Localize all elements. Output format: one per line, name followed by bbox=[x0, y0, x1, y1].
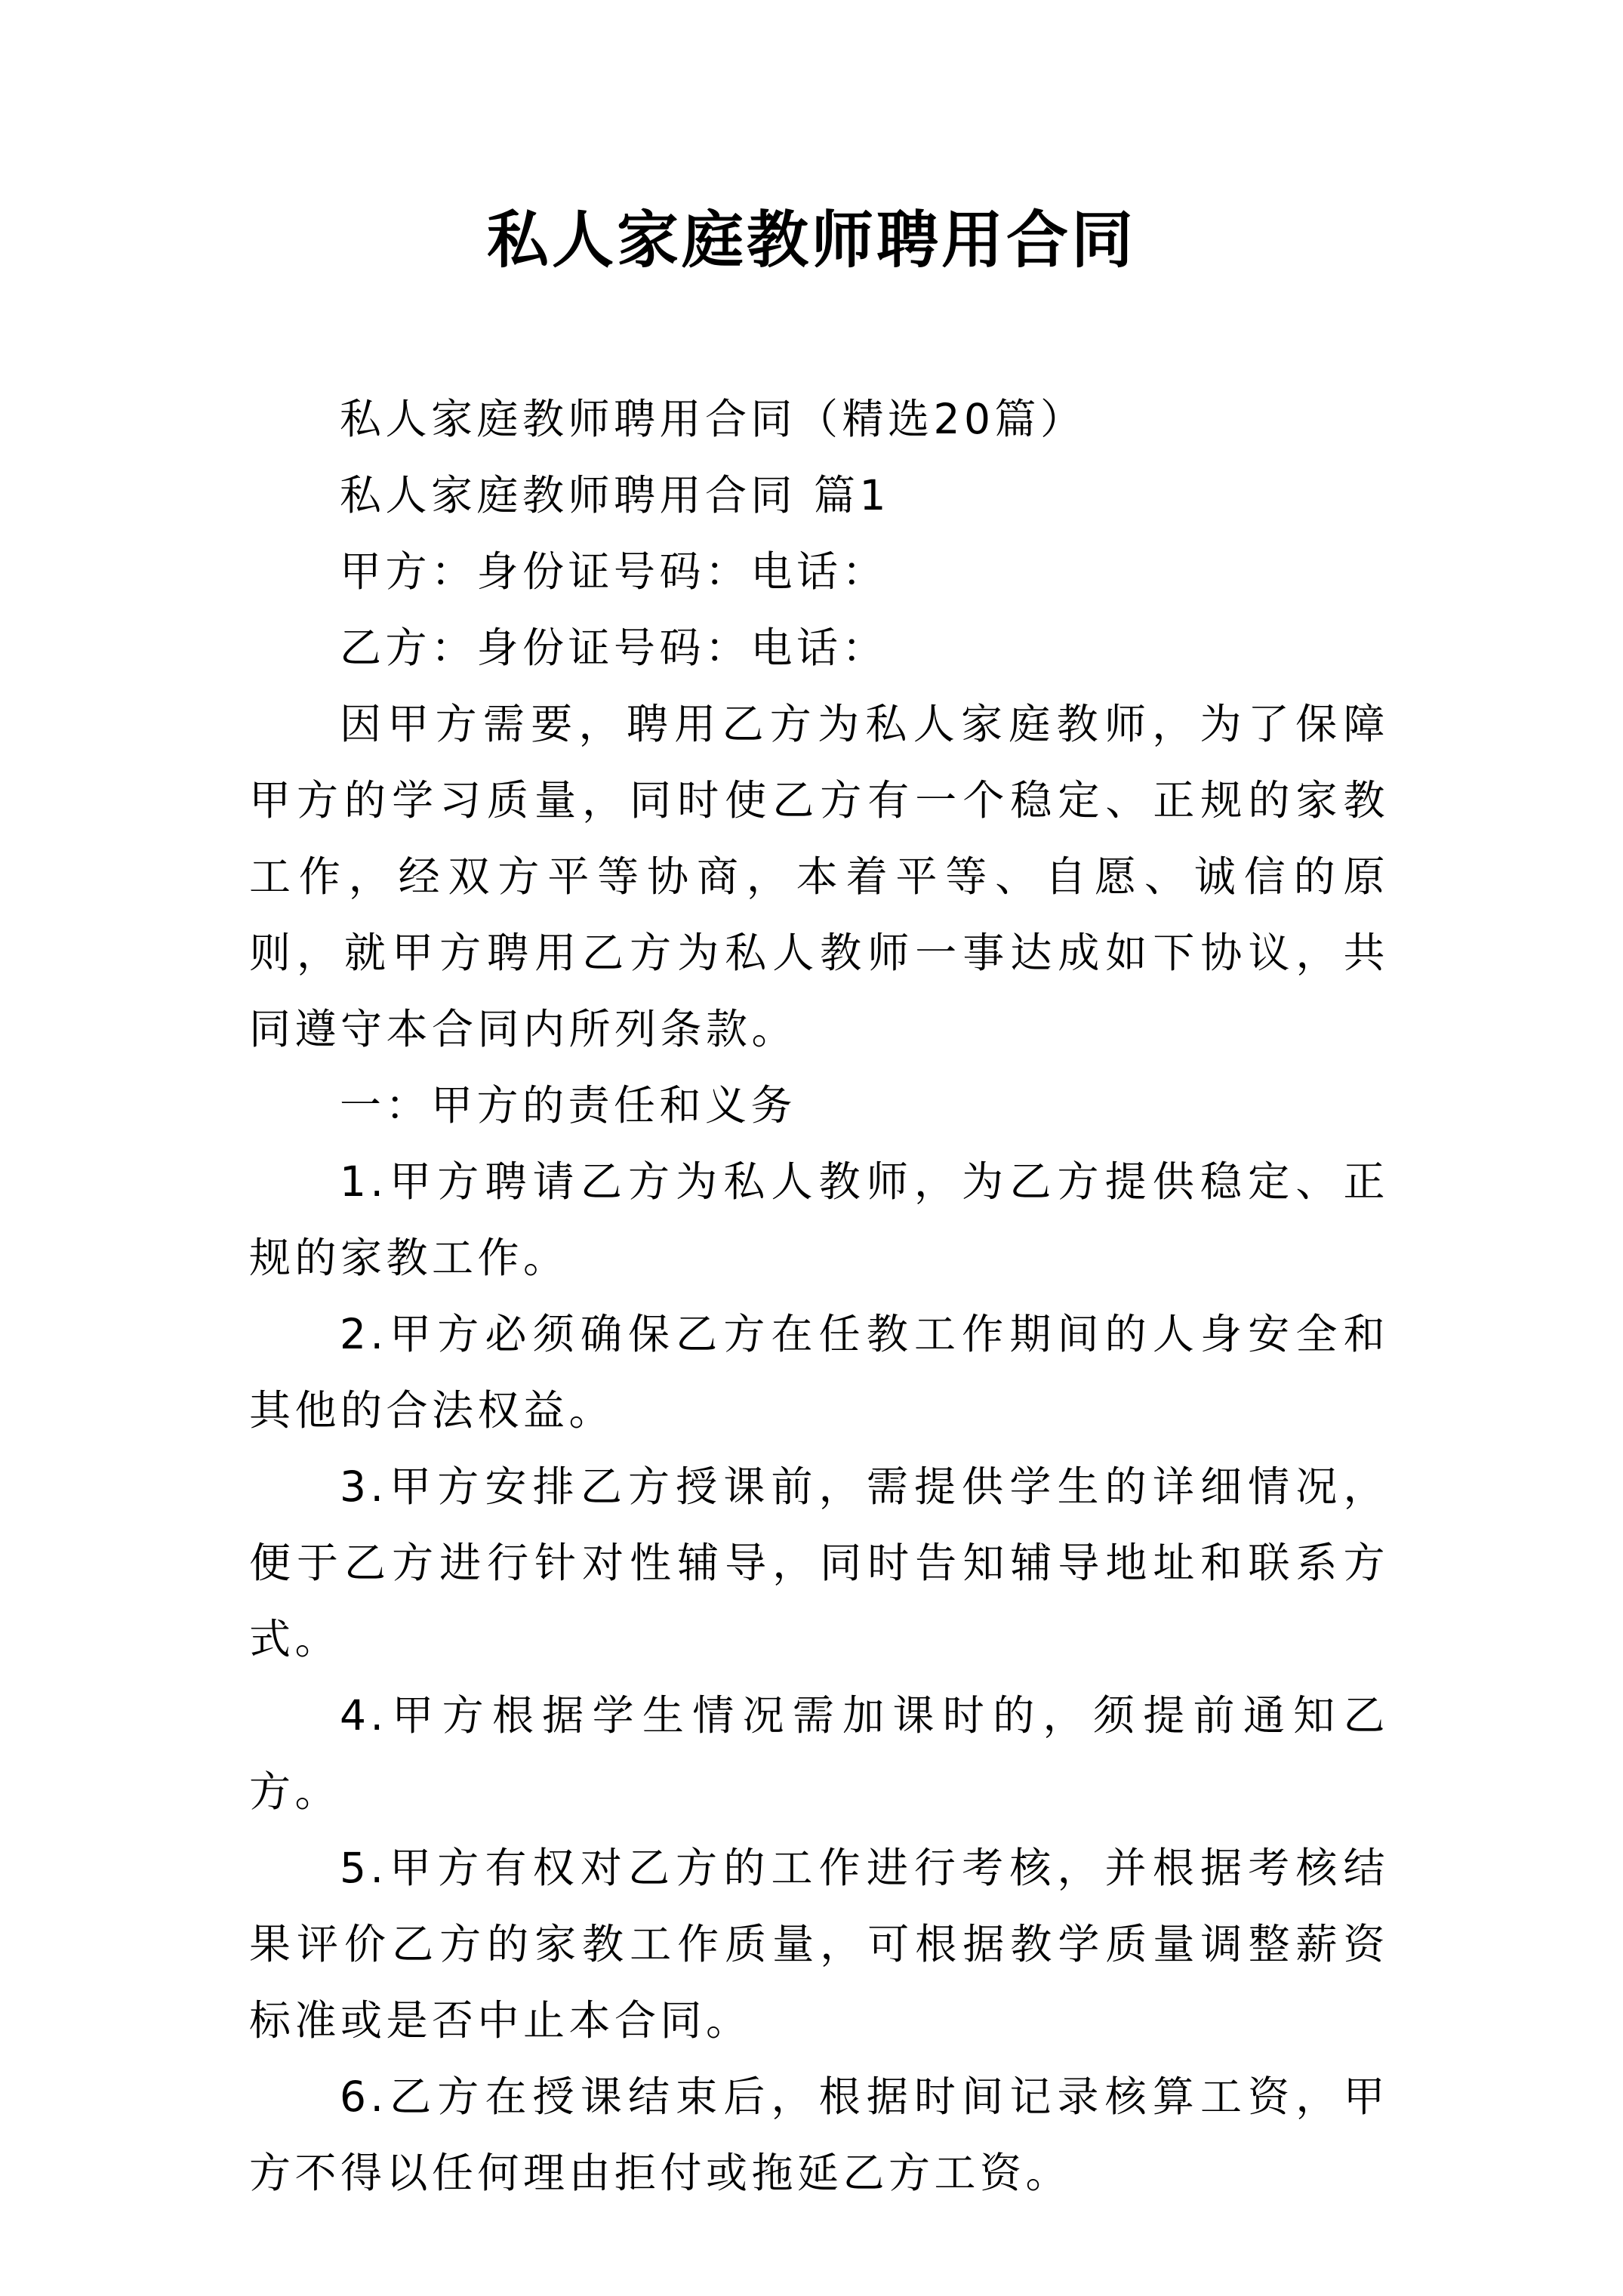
paragraph-clause-1: 1.甲方聘请乙方为私人教师，为乙方提供稳定、正规的家教工作。 bbox=[249, 1157, 1389, 1282]
paragraph-clause-heading: 一：甲方的责任和义务 bbox=[340, 1081, 797, 1130]
paragraph-preamble: 因甲方需要，聘用乙方为私人家庭教师，为了保障甲方的学习质量，同时使乙方有一个稳定、正规的家教工作，经双方平等协商，本着平等、自愿、诚信的原则，就甲方聘用乙方为私人教师一事达成如下协议，共同遵守本合同内所列条款。 bbox=[249, 700, 1389, 1053]
document-body bbox=[249, 381, 1389, 2211]
paragraph-clause-2: 2.甲方必须确保乙方在任教工作期间的人身安全和其他的合法权益。 bbox=[249, 1310, 1389, 1435]
paragraph-clause-5: 5.甲方有权对乙方的工作进行考核，并根据考核结果评价乙方的家教工作质量，可根据教学质量调整薪资标准或是否中止本合同。 bbox=[249, 1844, 1389, 2045]
paragraph-party-b: 乙方：身份证号码：电话： bbox=[340, 624, 888, 672]
paragraph-section-heading: 私人家庭教师聘用合同 篇1 bbox=[340, 471, 890, 519]
paragraph-clause-6: 6.乙方在授课结束后，根据时间记录核算工资，甲方不得以任何理由拒付或拖延乙方工资。 bbox=[249, 2073, 1389, 2197]
paragraph-subtitle: 私人家庭教师聘用合同（精选20篇） bbox=[340, 395, 1086, 443]
document-title: 私人家庭教师聘用合同 bbox=[486, 204, 1136, 276]
paragraph-clause-4: 4.甲方根据学生情况需加课时的，须提前通知乙方。 bbox=[249, 1691, 1389, 1816]
paragraph-party-a: 甲方：身份证号码：电话： bbox=[340, 547, 888, 596]
paragraph-clause-3: 3.甲方安排乙方授课前，需提供学生的详细情况，便于乙方进行针对性辅导，同时告知辅导地址和联系方式。 bbox=[249, 1462, 1389, 1663]
